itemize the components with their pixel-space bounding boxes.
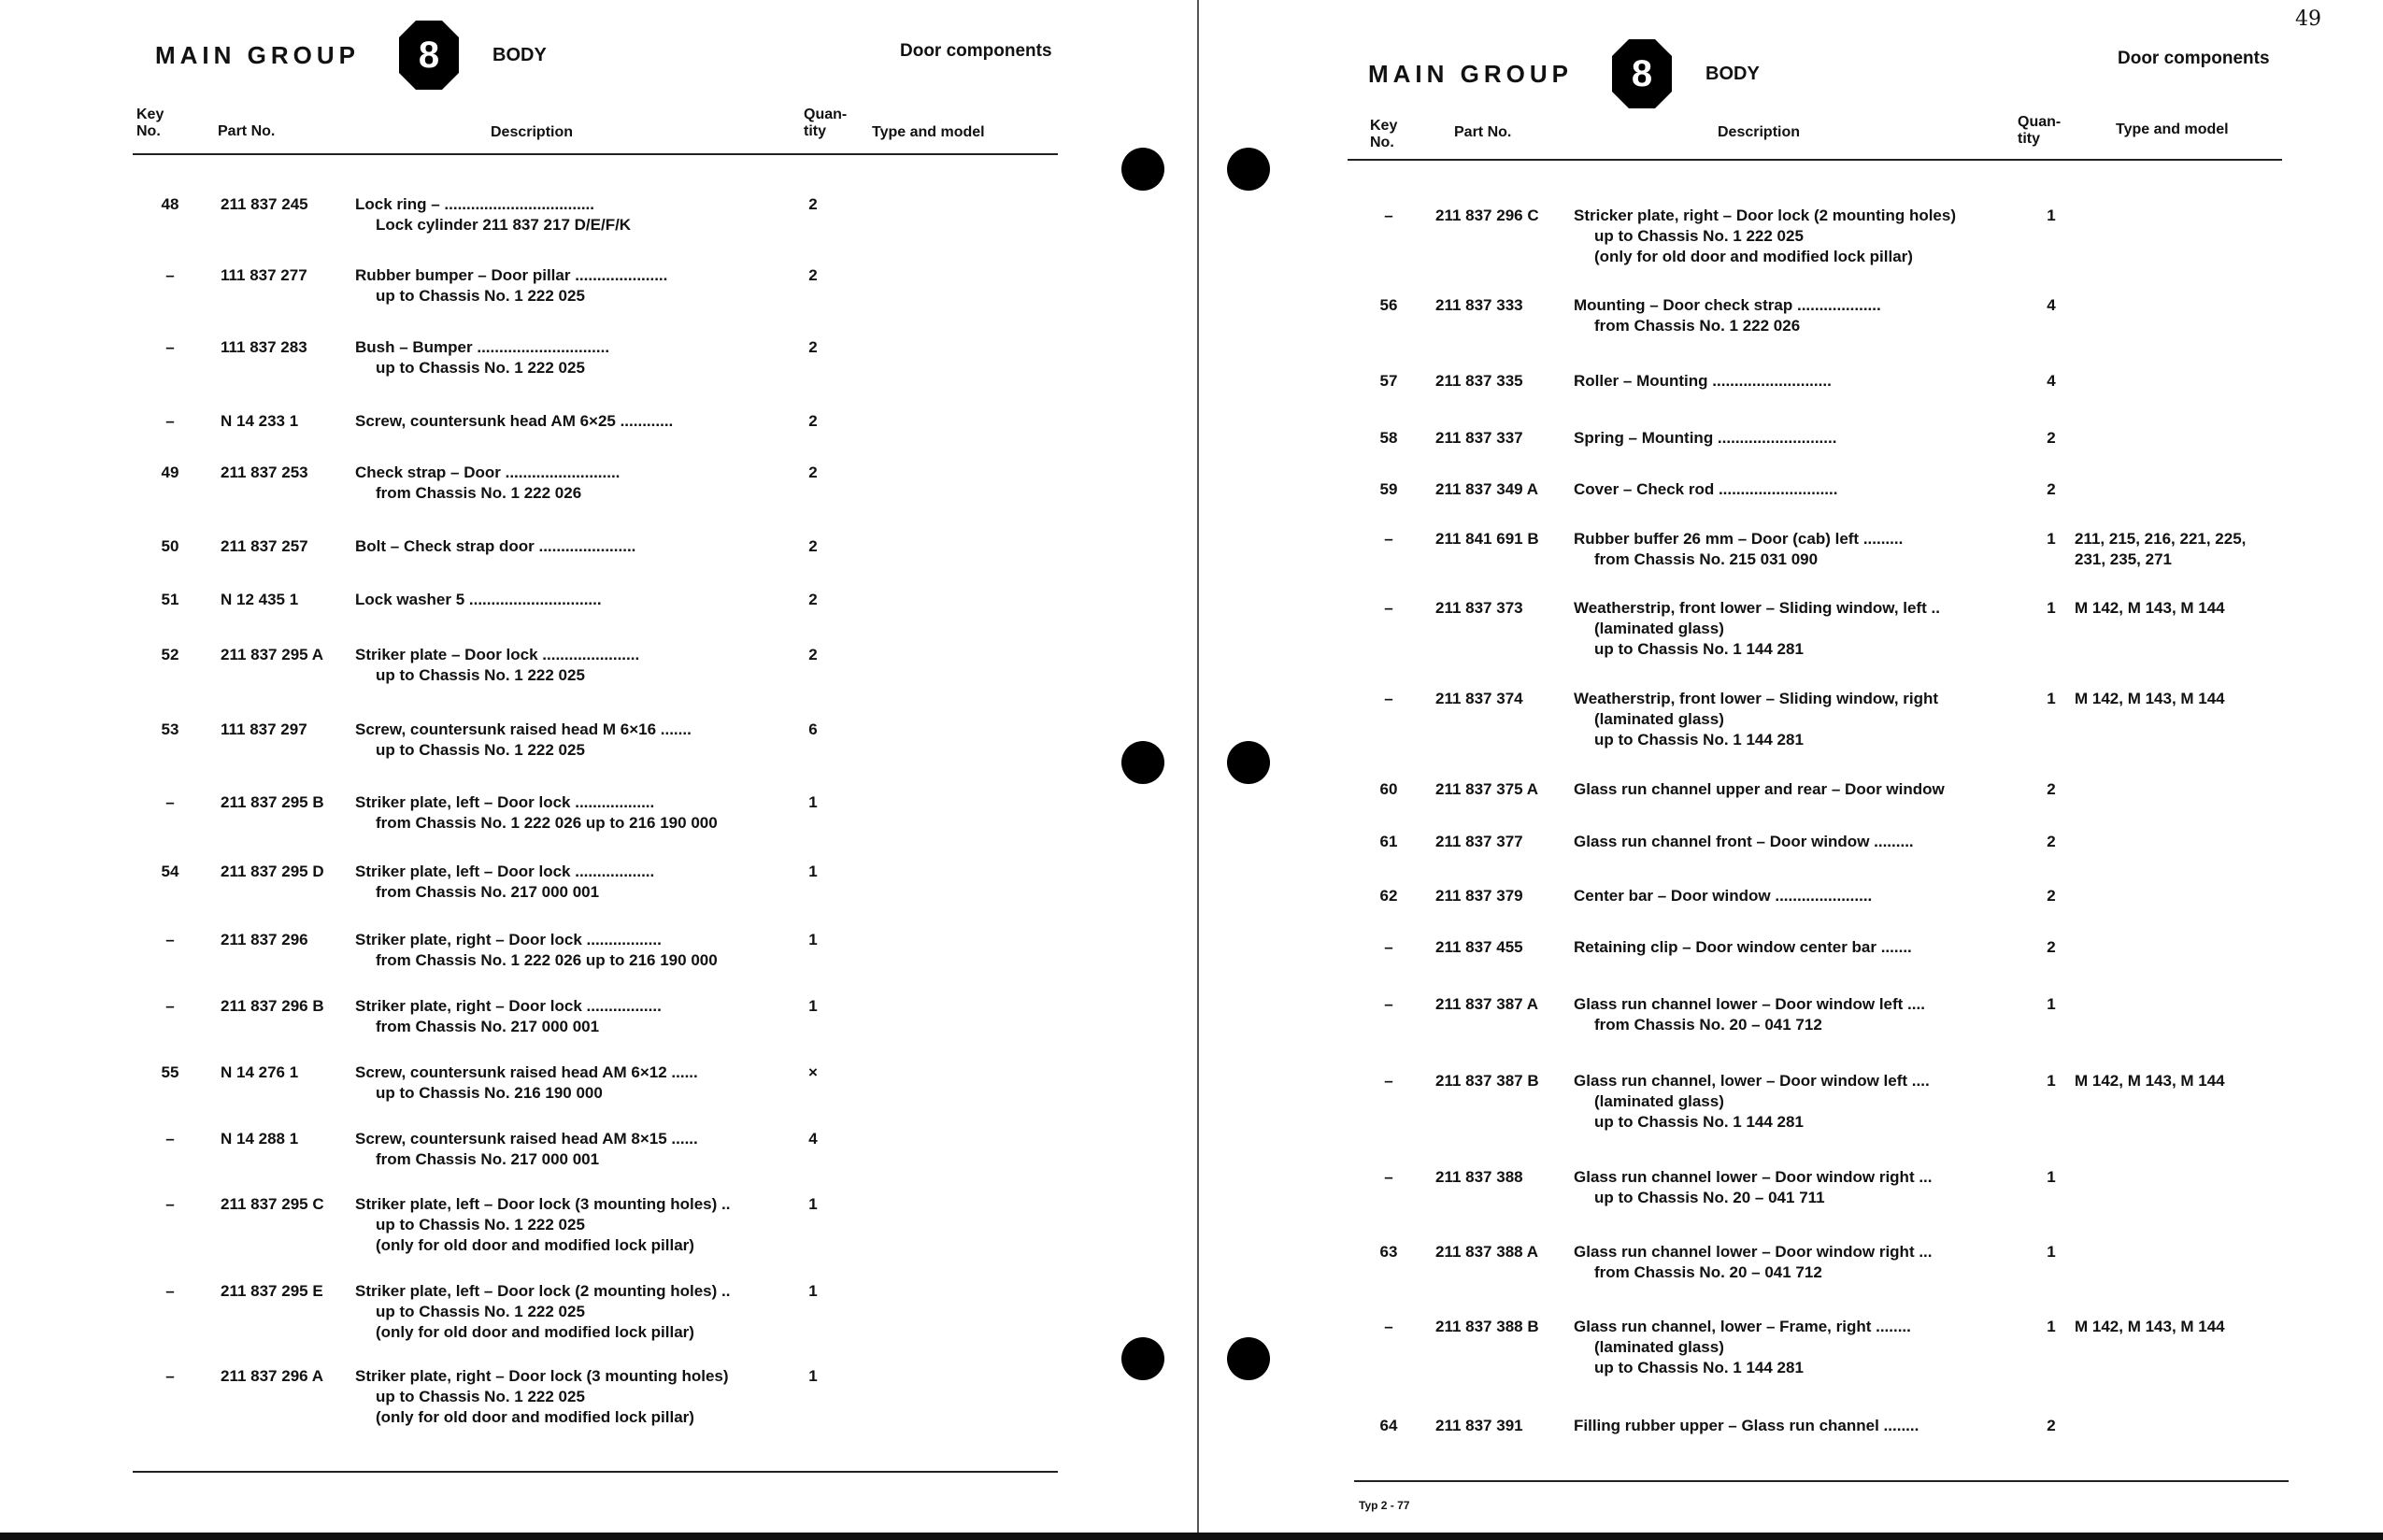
part-number: N 12 435 1: [221, 591, 299, 608]
part-number: 211 837 295 B: [221, 793, 324, 811]
description: [1574, 1416, 1919, 1436]
description-detail: from Chassis No. 217 000 001: [376, 1018, 600, 1035]
description: [355, 720, 692, 761]
description-detail: from Chassis No. 217 000 001: [376, 883, 600, 901]
quantity: 2: [808, 412, 818, 430]
key-number: 63: [1379, 1243, 1398, 1261]
group-number-badge: [399, 21, 459, 90]
description: [355, 1194, 730, 1256]
key-number: 48: [161, 195, 179, 213]
description-detail: up to Chassis No. 1 144 281: [1594, 731, 1804, 749]
key-number: 53: [161, 720, 179, 738]
description-main: Striker plate – Door lock ......................: [355, 646, 640, 663]
quantity: 1: [808, 931, 818, 948]
key-number: –: [165, 1195, 175, 1213]
col-qty: [2018, 114, 2061, 148]
description: [1574, 1242, 1933, 1283]
description: [1574, 994, 1925, 1035]
description: [355, 1281, 730, 1343]
key-number: –: [1384, 938, 1393, 956]
col-qty: [804, 107, 847, 140]
part-number: 211 837 388 A: [1435, 1243, 1538, 1261]
description: [1574, 428, 1836, 449]
description-detail: from Chassis No. 215 031 090: [1594, 550, 1819, 568]
part-number: 211 837 295 C: [221, 1195, 324, 1213]
description-main: Striker plate, left – Door lock (3 mounting holes) ..: [355, 1195, 731, 1213]
description-detail: (laminated glass): [1594, 1338, 1724, 1356]
key-number: –: [165, 997, 175, 1015]
part-number: N 14 276 1: [221, 1063, 299, 1081]
col-qty-l2: tity: [2018, 131, 2040, 147]
quantity: 2: [808, 537, 818, 555]
description-detail: from Chassis No. 20 – 041 712: [1594, 1263, 1822, 1281]
key-number: –: [165, 266, 175, 284]
description-main: Bush – Bumper ..............................: [355, 338, 610, 356]
col-desc: Description: [491, 124, 574, 140]
col-qty-l2: tity: [804, 123, 826, 139]
quantity: 1: [808, 1282, 818, 1300]
key-number: –: [1384, 599, 1393, 617]
quantity: 2: [2047, 887, 2056, 905]
description: [1574, 479, 1837, 500]
description-main: Rubber bumper – Door pillar .....................: [355, 266, 668, 284]
binder-hole: [1121, 1337, 1164, 1380]
description-main: Weatherstrip, front lower – Sliding window, left ..: [1574, 599, 1940, 617]
part-number: 211 837 295 E: [221, 1282, 323, 1300]
quantity: 1: [2047, 207, 2056, 224]
col-type: Type and model: [872, 124, 985, 140]
description-detail: (laminated glass): [1594, 1092, 1724, 1110]
part-number: 211 837 387 B: [1435, 1072, 1539, 1090]
quantity: 1: [808, 1367, 818, 1385]
part-number: 211 837 373: [1435, 599, 1523, 617]
type-and-model: [2075, 1317, 2225, 1337]
col-type: Type and model: [2116, 121, 2229, 137]
key-number: 51: [161, 591, 179, 608]
group-number: 8: [1631, 52, 1653, 94]
description-main: Filling rubber upper – Glass run channel ........: [1574, 1417, 1919, 1434]
description: [1574, 1167, 1933, 1208]
description-main: Glass run channel, lower – Door window left ....: [1574, 1072, 1930, 1090]
key-number: 58: [1379, 429, 1398, 447]
description: [355, 1062, 698, 1104]
group-number-badge: [1612, 39, 1672, 108]
quantity: 1: [808, 863, 818, 880]
description-main: Cover – Check rod ...........................: [1574, 480, 1838, 498]
footer-note: Typ 2 - 77: [1359, 1499, 1410, 1512]
key-number: –: [165, 1367, 175, 1385]
description-detail: from Chassis No. 1 222 026: [376, 484, 582, 502]
description-main: Lock washer 5 ..............................: [355, 591, 602, 608]
part-number: 211 837 295 A: [221, 646, 323, 663]
description-detail: (laminated glass): [1594, 710, 1724, 728]
type-line: M 142, M 143, M 144: [2075, 1072, 2225, 1090]
description-main: Spring – Mounting ...........................: [1574, 429, 1837, 447]
quantity: 1: [2047, 1243, 2056, 1261]
part-number: 211 837 377: [1435, 833, 1523, 850]
description-main: Weatherstrip, front lower – Sliding window, right: [1574, 690, 1939, 707]
description: [355, 337, 609, 378]
col-part: Part No.: [1454, 124, 1512, 140]
type-line: M 142, M 143, M 144: [2075, 1318, 2225, 1335]
key-number: 55: [161, 1063, 179, 1081]
subsection-label: Door components: [900, 41, 1052, 61]
description: [1574, 529, 1903, 570]
part-number: 211 837 296 B: [221, 997, 324, 1015]
description: [1574, 937, 1912, 958]
quantity: 2: [2047, 938, 2056, 956]
quantity: 4: [808, 1130, 818, 1148]
description-detail: up to Chassis No. 1 222 025: [376, 1216, 585, 1233]
quantity: 2: [808, 591, 818, 608]
col-key-l2: No.: [136, 123, 161, 139]
key-number: –: [1384, 1168, 1393, 1186]
key-number: 61: [1379, 833, 1398, 850]
quantity: 1: [2047, 1168, 2056, 1186]
part-number: 211 837 387 A: [1435, 995, 1538, 1013]
footer-rule: [1354, 1480, 2289, 1482]
col-key-l1: Key: [1370, 118, 1398, 134]
part-number: 211 837 375 A: [1435, 780, 1538, 798]
col-desc: Description: [1718, 124, 1801, 140]
binder-hole: [1227, 148, 1270, 191]
description-main: Striker plate, right – Door lock (3 mounting holes): [355, 1367, 729, 1385]
key-number: –: [1384, 1318, 1393, 1335]
description-detail: (laminated glass): [1594, 620, 1724, 637]
part-number: 211 837 374: [1435, 690, 1523, 707]
key-number: 52: [161, 646, 179, 663]
description-detail: (only for old door and modified lock pillar): [1594, 248, 1913, 265]
description-main: Retaining clip – Door window center bar .......: [1574, 938, 1912, 956]
key-number: –: [1384, 690, 1393, 707]
part-number: 211 837 245: [221, 195, 308, 213]
part-number: 211 837 388: [1435, 1168, 1523, 1186]
description-detail: up to Chassis No. 1 222 025: [376, 741, 585, 759]
description: [355, 1366, 729, 1428]
key-number: 54: [161, 863, 179, 880]
type-and-model: [2075, 598, 2225, 619]
part-number: 211 837 349 A: [1435, 480, 1538, 498]
description: [355, 930, 718, 971]
description: [1574, 206, 1956, 267]
quantity: 6: [808, 720, 818, 738]
binder-hole: [1227, 1337, 1270, 1380]
section-label: BODY: [1705, 63, 1760, 84]
description-main: Screw, countersunk raised head AM 6×12 ......: [355, 1063, 698, 1081]
description-detail: up to Chassis No. 1 222 025: [1594, 227, 1804, 245]
description-main: Striker plate, left – Door lock ..................: [355, 793, 655, 811]
key-number: –: [1384, 207, 1393, 224]
description: [1574, 598, 1940, 660]
key-number: 50: [161, 537, 179, 555]
description: [1574, 689, 1938, 750]
type-line: 211, 215, 216, 221, 225,: [2075, 530, 2247, 548]
quantity: 1: [2047, 599, 2056, 617]
key-number: –: [165, 1282, 175, 1300]
description-detail: up to Chassis No. 216 190 000: [376, 1084, 603, 1102]
description-main: Glass run channel upper and rear – Door window: [1574, 780, 1945, 798]
key-number: –: [165, 1130, 175, 1148]
quantity: 1: [808, 1195, 818, 1213]
quantity: 2: [2047, 780, 2056, 798]
col-key: [1370, 118, 1397, 151]
description-detail: up to Chassis No. 1 144 281: [1594, 640, 1804, 658]
description: [355, 590, 602, 610]
key-number: –: [1384, 530, 1393, 548]
description-detail: up to Chassis No. 1 144 281: [1594, 1113, 1804, 1131]
description-detail: from Chassis No. 1 222 026: [1594, 317, 1801, 335]
key-number: –: [1384, 1072, 1393, 1090]
description-main: Glass run channel lower – Door window right ...: [1574, 1243, 1933, 1261]
description-main: Screw, countersunk raised head AM 8×15 ......: [355, 1130, 698, 1148]
description-detail: Lock cylinder 211 837 217 D/E/F/K: [376, 216, 632, 234]
description: [355, 463, 620, 504]
description-main: Stricker plate, right – Door lock (2 mounting holes): [1574, 207, 1957, 224]
quantity: 1: [808, 997, 818, 1015]
description-detail: from Chassis No. 20 – 041 712: [1594, 1016, 1822, 1034]
type-and-model: [2075, 1071, 2225, 1091]
key-number: 49: [161, 463, 179, 481]
type-line: M 142, M 143, M 144: [2075, 690, 2225, 707]
main-group-label: MAIN GROUP: [155, 40, 360, 69]
description: [1574, 295, 1881, 336]
description-main: Mounting – Door check strap ...................: [1574, 296, 1881, 314]
part-number: 211 837 253: [221, 463, 308, 481]
description-detail: from Chassis No. 1 222 026 up to 216 190 000: [376, 814, 718, 832]
part-number: N 14 233 1: [221, 412, 299, 430]
part-number: 211 837 455: [1435, 938, 1523, 956]
right-header: [1368, 19, 1760, 108]
part-number: 211 837 388 B: [1435, 1318, 1539, 1335]
key-number: 56: [1379, 296, 1398, 314]
description: [355, 411, 673, 432]
binder-hole: [1227, 741, 1270, 784]
quantity: 2: [2047, 833, 2056, 850]
quantity: 2: [808, 195, 818, 213]
quantity: 2: [2047, 480, 2056, 498]
binder-hole: [1121, 148, 1164, 191]
quantity: 1: [2047, 1072, 2056, 1090]
description-detail: (only for old door and modified lock pillar): [376, 1323, 694, 1341]
description: [1574, 1317, 1911, 1378]
quantity: 1: [2047, 690, 2056, 707]
part-number: 211 837 296: [221, 931, 308, 948]
description-detail: (only for old door and modified lock pillar): [376, 1408, 694, 1426]
quantity: 2: [2047, 429, 2056, 447]
description-main: Screw, countersunk head AM 6×25 ............: [355, 412, 674, 430]
quantity: 4: [2047, 372, 2056, 390]
part-number: 211 837 379: [1435, 887, 1523, 905]
description-detail: up to Chassis No. 1 222 025: [376, 1303, 585, 1320]
main-group-label: MAIN GROUP: [1368, 59, 1573, 88]
key-number: 57: [1379, 372, 1398, 390]
quantity: 2: [2047, 1417, 2056, 1434]
description-main: Glass run channel lower – Door window right ...: [1574, 1168, 1933, 1186]
part-number: 211 841 691 B: [1435, 530, 1539, 548]
description-main: Striker plate, left – Door lock (2 mounting holes) ..: [355, 1282, 731, 1300]
bottom-edge: [0, 1533, 2383, 1540]
part-number: N 14 288 1: [221, 1130, 299, 1148]
description-main: Check strap – Door ..........................: [355, 463, 621, 481]
part-number: 211 837 295 D: [221, 863, 324, 880]
key-number: –: [1384, 995, 1393, 1013]
quantity: 2: [808, 266, 818, 284]
description: [1574, 779, 1945, 800]
binder-hole: [1121, 741, 1164, 784]
section-label: BODY: [492, 44, 547, 65]
col-key: [136, 107, 164, 140]
quantity: 2: [808, 463, 818, 481]
col-qty-l1: Quan-: [2018, 114, 2062, 130]
description-detail: up to Chassis No. 1 144 281: [1594, 1359, 1804, 1376]
col-part: Part No.: [218, 123, 276, 139]
description: [1574, 1071, 1930, 1133]
key-number: –: [165, 793, 175, 811]
description-detail: up to Chassis No. 1 222 025: [376, 666, 585, 684]
quantity: 2: [808, 646, 818, 663]
key-number: 64: [1379, 1417, 1398, 1434]
description-main: Lock ring – ..................................: [355, 195, 594, 213]
description: [1574, 371, 1832, 392]
description: [1574, 832, 1914, 852]
page-number: 49: [2295, 7, 2321, 31]
part-number: 211 837 333: [1435, 296, 1523, 314]
description-main: Striker plate, right – Door lock .................: [355, 931, 662, 948]
type-and-model: [2075, 689, 2225, 709]
description: [355, 265, 667, 307]
description-detail: up to Chassis No. 20 – 041 711: [1594, 1189, 1825, 1206]
description-main: Center bar – Door window ......................: [1574, 887, 1873, 905]
col-key-l1: Key: [136, 107, 164, 122]
quantity: 4: [2047, 296, 2056, 314]
header-rule: [1348, 159, 2282, 161]
description: [355, 194, 631, 235]
key-number: 59: [1379, 480, 1398, 498]
description-main: Bolt – Check strap door ......................: [355, 537, 636, 555]
left-header: [155, 21, 547, 90]
part-number: 211 837 257: [221, 537, 308, 555]
quantity: 1: [2047, 530, 2056, 548]
quantity: ×: [808, 1063, 818, 1081]
description-detail: up to Chassis No. 1 222 025: [376, 359, 585, 377]
part-number: 211 837 337: [1435, 429, 1523, 447]
type-and-model: [2075, 529, 2246, 570]
description-detail: up to Chassis No. 1 222 025: [376, 1388, 585, 1405]
description-main: Glass run channel front – Door window .........: [1574, 833, 1914, 850]
description: [1574, 886, 1872, 906]
description-detail: from Chassis No. 1 222 026 up to 216 190 000: [376, 951, 718, 969]
description: [355, 1129, 698, 1170]
quantity: 2: [808, 338, 818, 356]
description-main: Roller – Mounting ...........................: [1574, 372, 1832, 390]
description: [355, 536, 635, 557]
col-key-l2: No.: [1370, 135, 1394, 150]
part-number: 211 837 391: [1435, 1417, 1523, 1434]
right-page: [1200, 0, 2383, 1533]
quantity: 1: [2047, 1318, 2056, 1335]
description-detail: up to Chassis No. 1 222 025: [376, 287, 585, 305]
description: [355, 996, 662, 1037]
description-main: Glass run channel, lower – Frame, right ........: [1574, 1318, 1911, 1335]
description-detail: (only for old door and modified lock pillar): [376, 1236, 694, 1254]
description: [355, 645, 639, 686]
key-number: –: [165, 931, 175, 948]
key-number: 62: [1379, 887, 1398, 905]
key-number: –: [165, 412, 175, 430]
footer-rule: [133, 1471, 1058, 1473]
type-line: M 142, M 143, M 144: [2075, 599, 2225, 617]
description-main: Striker plate, left – Door lock ..................: [355, 863, 655, 880]
part-number: 211 837 296 C: [1435, 207, 1539, 224]
description-main: Glass run channel lower – Door window left ....: [1574, 995, 1925, 1013]
part-number: 211 837 335: [1435, 372, 1523, 390]
description-main: Screw, countersunk raised head M 6×16 .......: [355, 720, 692, 738]
part-number: 111 837 283: [221, 338, 307, 356]
description-main: Rubber buffer 26 mm – Door (cab) left .........: [1574, 530, 1904, 548]
description: [355, 862, 654, 903]
group-number: 8: [418, 34, 440, 76]
page-spine: [1197, 0, 1199, 1533]
part-number: 111 837 297: [221, 720, 307, 738]
col-qty-l1: Quan-: [804, 107, 848, 122]
quantity: 1: [2047, 995, 2056, 1013]
header-rule: [133, 153, 1058, 155]
description-detail: from Chassis No. 217 000 001: [376, 1150, 600, 1168]
key-number: 60: [1379, 780, 1398, 798]
subsection-label: Door components: [2118, 49, 2270, 68]
quantity: 1: [808, 793, 818, 811]
part-number: 211 837 296 A: [221, 1367, 323, 1385]
description-main: Striker plate, right – Door lock .................: [355, 997, 662, 1015]
type-line: 231, 235, 271: [2075, 550, 2172, 568]
description: [355, 792, 718, 834]
part-number: 111 837 277: [221, 266, 307, 284]
key-number: –: [165, 338, 175, 356]
